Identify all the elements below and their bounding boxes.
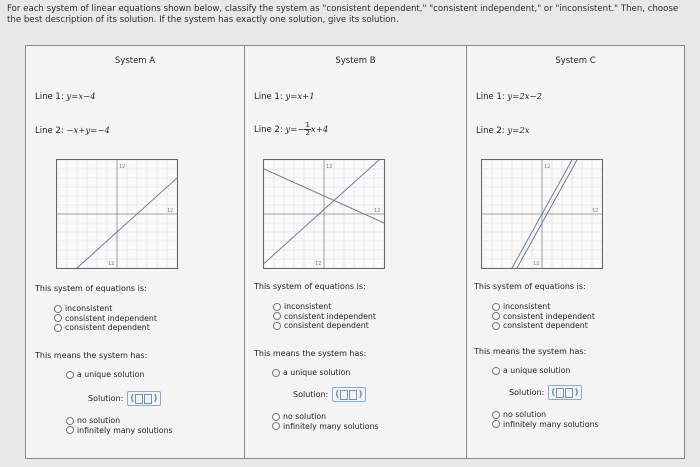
system-b-column <box>244 46 466 458</box>
system-b-classify-options <box>273 302 376 331</box>
system-a-line2: Line 2: −x+y=−4 <box>35 126 110 136</box>
system-a-title: System A <box>114 56 156 66</box>
system-a-option-inconsistent[interactable]: inconsistent <box>54 304 157 314</box>
system-c-line2: Line 2: y=2x <box>476 126 530 136</box>
system-c-line1: Line 1: y=2x−2 <box>476 92 543 102</box>
radio-icon[interactable] <box>66 371 74 379</box>
radio-icon[interactable] <box>54 314 62 322</box>
system-b-option-infinite[interactable]: infinitely many solutions <box>272 422 379 432</box>
radio-icon[interactable] <box>273 312 281 320</box>
system-c-means-label: This means the system has: <box>474 347 587 356</box>
system-c-option-no-solution[interactable]: no solution <box>492 410 599 420</box>
x-max-label: 12 <box>592 208 599 214</box>
system-c-title: System C <box>555 56 596 66</box>
system-c-plot <box>482 160 602 268</box>
system-a-option-consistent-independent[interactable]: consistent independent <box>54 314 157 324</box>
system-c-option-infinite[interactable]: infinitely many solutions <box>492 420 599 430</box>
system-a-graph <box>56 159 178 269</box>
system-c-graph <box>481 159 603 269</box>
system-b-other-options <box>272 412 379 431</box>
y-max-label: 12 <box>119 164 126 170</box>
y-max-label: 12 <box>326 164 333 170</box>
x-max-label: 12 <box>374 208 381 214</box>
radio-icon[interactable] <box>54 324 62 332</box>
system-b-option-consistent-independent[interactable]: consistent independent <box>273 312 376 322</box>
instructions-text: For each system of linear equations shown below, classify the system as "consistent dependent," "consistent independent," or "inconsistent." Then, choose the best description of its solution. If the system has exactly one solution, give its solution. <box>7 4 679 25</box>
system-b-title: System B <box>335 56 376 66</box>
system-b-graph <box>263 159 385 269</box>
system-b-fraction: $\frac{1}{2}$ <box>305 121 310 137</box>
radio-icon[interactable] <box>272 422 280 430</box>
radio-icon[interactable] <box>273 303 281 311</box>
y-min-label: 12 <box>108 261 115 267</box>
system-c-solution-input[interactable]: ( ) <box>548 385 581 400</box>
radio-icon[interactable] <box>66 426 74 434</box>
system-a-option-consistent-dependent[interactable]: consistent dependent <box>54 323 157 333</box>
x-max-label: 12 <box>167 208 174 214</box>
system-a-option-no-solution[interactable]: no solution <box>66 416 173 426</box>
system-a-unique-option[interactable]: a unique solution <box>66 370 144 380</box>
radio-icon[interactable] <box>492 411 500 419</box>
system-a-solution-row: Solution: ( ) <box>88 391 161 406</box>
system-b-plot <box>264 160 384 268</box>
system-b-option-no-solution[interactable]: no solution <box>272 412 379 422</box>
system-b-solution-row: Solution: ( ) <box>293 387 366 402</box>
system-c-unique-option[interactable]: a unique solution <box>492 366 570 376</box>
radio-icon[interactable] <box>272 369 280 377</box>
system-b-means-label: This means the system has: <box>254 349 367 358</box>
system-b-option-consistent-dependent[interactable]: consistent dependent <box>273 321 376 331</box>
radio-icon[interactable] <box>273 322 281 330</box>
radio-icon[interactable] <box>492 367 500 375</box>
system-c-option-consistent-dependent[interactable]: consistent dependent <box>492 321 595 331</box>
system-b-unique-option[interactable]: a unique solution <box>272 368 350 378</box>
y-min-label: 12 <box>533 261 540 267</box>
y-max-label: 12 <box>544 164 551 170</box>
system-c-option-inconsistent[interactable]: inconsistent <box>492 302 595 312</box>
systems-table <box>25 45 685 459</box>
system-a-other-options <box>66 416 173 435</box>
radio-icon[interactable] <box>272 413 280 421</box>
system-b-classify-label: This system of equations is: <box>254 282 366 291</box>
radio-icon[interactable] <box>492 420 500 428</box>
system-a-plot <box>57 160 177 268</box>
system-a-classify-options <box>54 304 157 333</box>
system-b-option-inconsistent[interactable]: inconsistent <box>273 302 376 312</box>
radio-icon[interactable] <box>492 303 500 311</box>
system-a-option-infinite[interactable]: infinitely many solutions <box>66 426 173 436</box>
radio-icon[interactable] <box>492 322 500 330</box>
system-c-column <box>466 46 684 458</box>
system-c-other-options <box>492 410 599 429</box>
system-c-solution-row: Solution: ( ) <box>509 385 582 400</box>
y-min-label: 12 <box>315 261 322 267</box>
radio-icon[interactable] <box>66 417 74 425</box>
system-c-classify-options <box>492 302 595 331</box>
system-a-classify-label: This system of equations is: <box>35 284 147 293</box>
system-a-line1: Line 1: y=x−4 <box>35 92 96 102</box>
radio-icon[interactable] <box>492 312 500 320</box>
system-a-column <box>26 46 244 458</box>
system-b-solution-input[interactable]: ( ) <box>332 387 365 402</box>
radio-icon[interactable] <box>54 305 62 313</box>
system-a-means-label: This means the system has: <box>35 351 148 360</box>
system-b-line1: Line 1: y=x+1 <box>254 92 315 102</box>
system-b-line2: Line 2: y=− $\frac{1}{2}$ x+4 <box>254 121 329 137</box>
system-c-classify-label: This system of equations is: <box>474 282 586 291</box>
system-c-option-consistent-independent[interactable]: consistent independent <box>492 312 595 322</box>
system-a-solution-input[interactable]: ( ) <box>127 391 160 406</box>
